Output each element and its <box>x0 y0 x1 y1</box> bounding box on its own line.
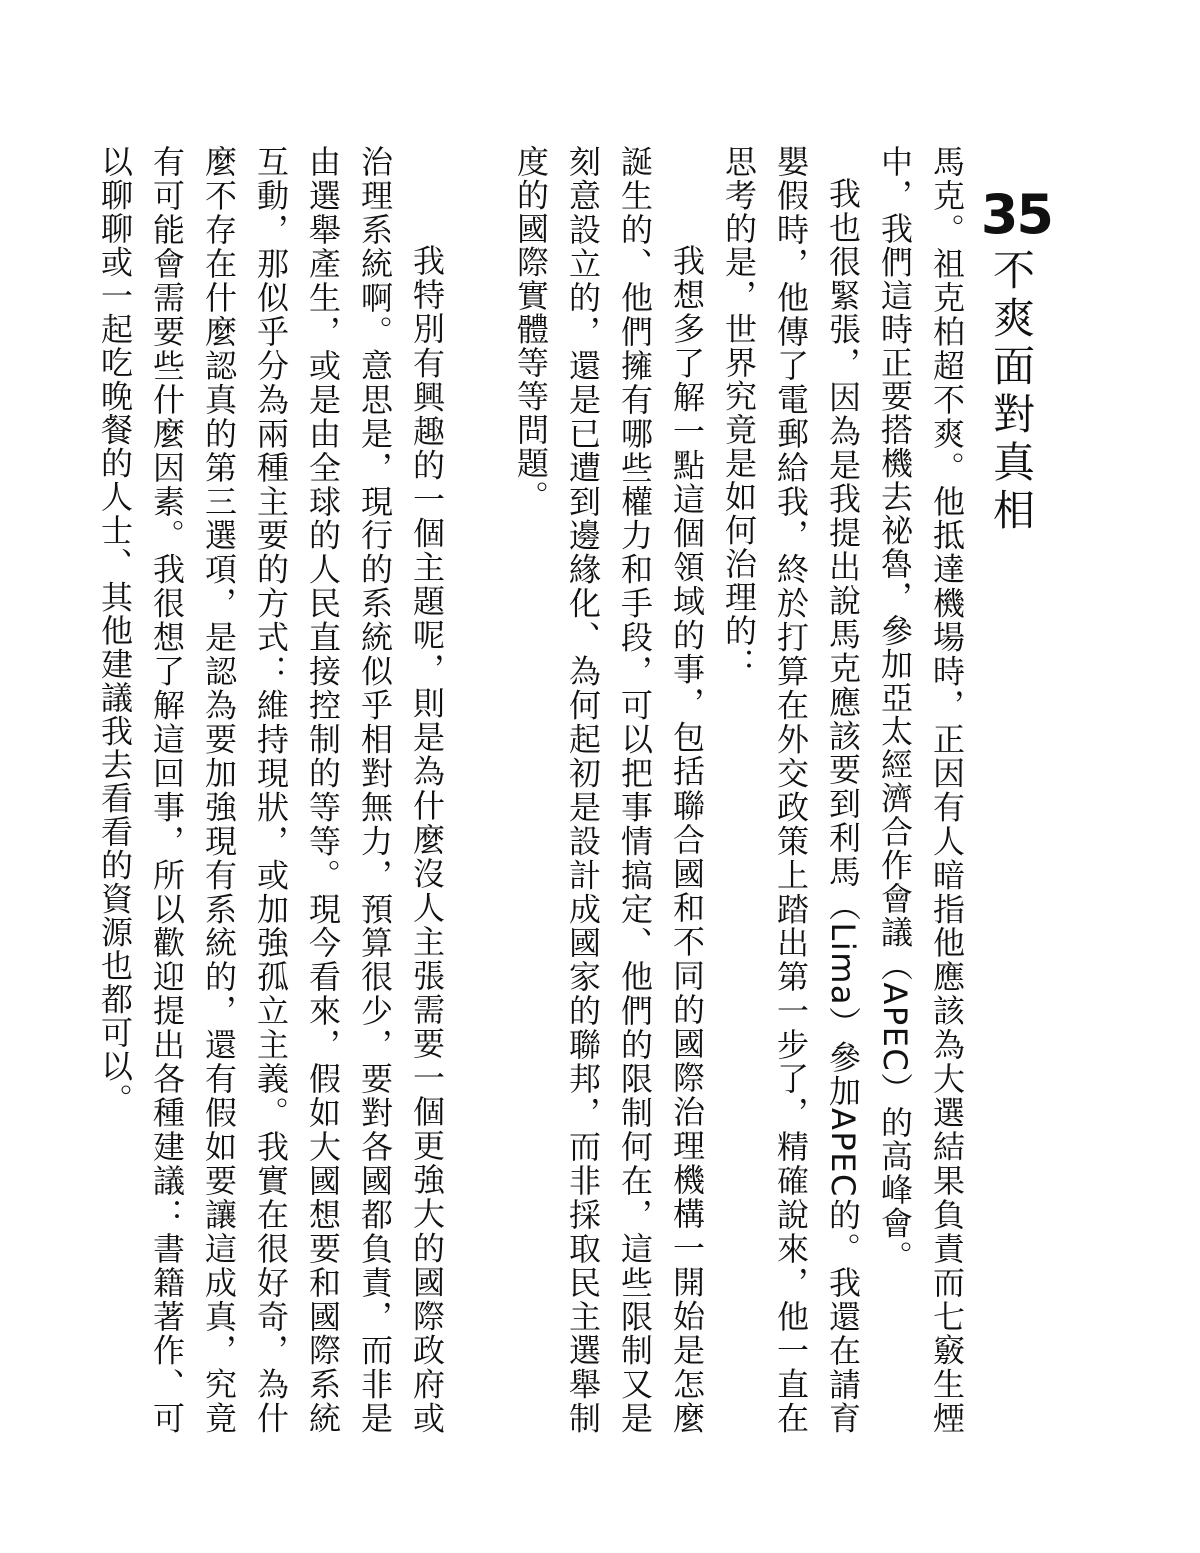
paragraph-2: 我也很緊張，因為是我提出說馬克應該要到利馬（Lima）參加APEC的。我還在請育嬰假時，他傳了電郵給我，終於打算在外交政策上踏出第一步了，精確說來，他一直在思考的是，世界究竟是如何治理的： <box>720 145 862 1435</box>
quote-paragraph-2: 我特別有興趣的一個主題呢，則是為什麼沒人主張需要一個更強大的國際政府或治理系統啊。意思是，現行的系統似乎相對無力，預算很少，要對各國都負責，而非是由選舉產生，或是由全球的人民直接控制的等等。現今看來，假如大國想要和國際系統互動，那似乎分為兩種主要的方式：維持現狀，或加強孤立主義。我實在很好奇，為什麼不存在什麼認真的第三選項，是認為要加強現有系統的，還有假如要讓這成真，究竟有可能會需要些什麼因素。我很想了解這回事，所以歡迎提出各種建議：書籍著作、可以聊聊或一起吃晚餐的人士、其他建議我去看看的資源也都可以。 <box>96 145 446 1435</box>
chapter-title: 不爽面對真相 <box>987 248 1036 536</box>
chapter-number: 35 <box>980 183 1052 246</box>
quote-paragraph-1: 我想多了解一點這個領域的事，包括聯合國和不同的國際治理機構一開始是怎麼誕生的、他們擁有哪些權力和手段，可以把事情搞定、他們的限制何在，這些限制又是刻意設立的，還是已遭到邊緣化、為何起初是設計成國家的聯邦，而非採取民主選舉制度的國際實體等等問題。 <box>512 145 706 1435</box>
body-text <box>89 145 973 1435</box>
paragraph-1: 馬克。祖克柏超不爽。他抵達機場時，正因有人暗指他應該為大選結果負責而七竅生煙中，我們這時正要搭機去祕魯，參加亞太經濟合作會議（APEC）的高峰會。 <box>876 145 966 1435</box>
